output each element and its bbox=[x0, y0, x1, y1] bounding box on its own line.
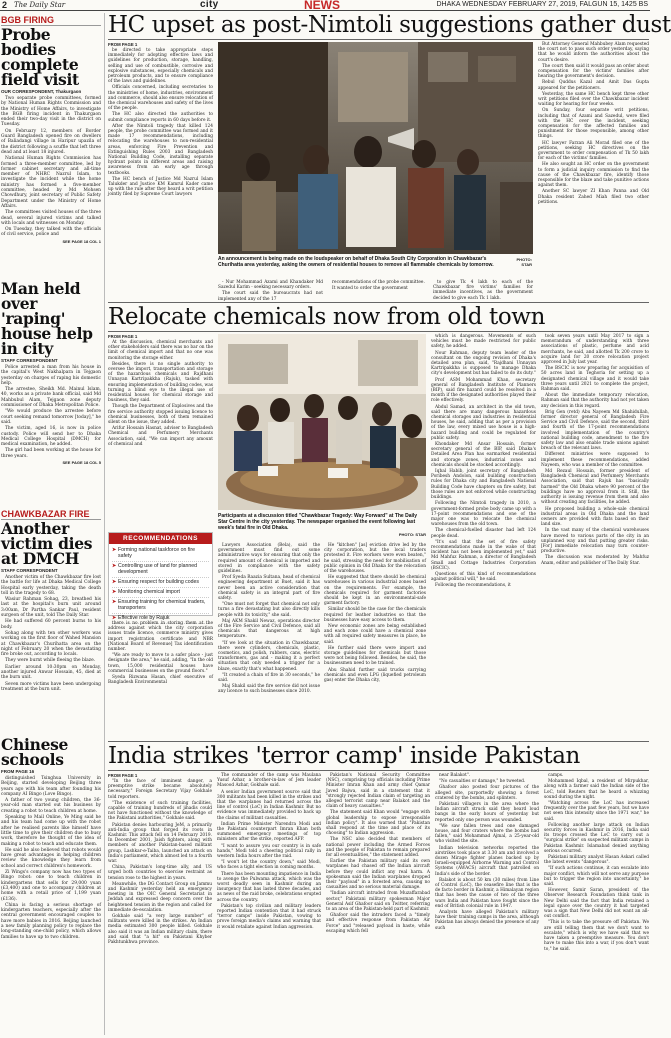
paragraph: The HC bench of Justice Md Nazrul Islam Talukder and Justice KM Kamrul Kader came up with the rule after they heard a writ petition jointly filed by Supreme Court lawyers bbox=[108, 176, 213, 198]
paragraph: A father of two young children, the 36-year-old man started out his business by creating a robot to teach children at home. bbox=[1, 798, 101, 814]
paragraph: Rebul Quddus Kazal and Amit Das Gupta appeared for the petitioners. bbox=[538, 80, 649, 91]
paragraph: He "kitchen" [as] eviction drive led by the city corporation, but the local traders protested it. Fire workers were even beaten," he said, stressing the need for mobilisation of public opinion in Old Dhaka for the relocation of the warehouses. bbox=[324, 543, 426, 575]
text-column bbox=[108, 621, 213, 739]
list-item bbox=[112, 562, 209, 578]
story-headline: Chinese schools bbox=[1, 735, 69, 769]
story-tag: BGB FIRING bbox=[1, 15, 101, 26]
paragraph: He proposed building a whole-sale chemical industrial areas in Old Dhaka and the land owners are provided with flats based on their land size. bbox=[541, 506, 649, 528]
section-city: city bbox=[200, 0, 219, 10]
story-headline: Another victim dies at DMCH bbox=[1, 519, 93, 568]
paragraph: Another victim of the Chawkbazar fire lost the battle for life at Dhaka Medical College Hospital early yesterday, taking the death toll in the tragedy to 68. bbox=[1, 575, 101, 596]
paragraph: The arrestee, Sheikh Md. Mainul Islam, 40, works as a private bank official, said Md Mahbubul Alam, Tejgaon zone deputy commissioner of Dhaka Metropolitan Police. bbox=[1, 387, 101, 409]
story-headline: Man held over 'raping' house help in city bbox=[1, 279, 93, 358]
paragraph: "I want to assure you our country is in safe hands," Modi told a cheering political rally in western India hours after the raid. bbox=[217, 843, 321, 860]
paragraph: Wasiur Rahman Sohag, 23, breathed his last at the hospital's burn unit around 3:00am, Dr Partha Sankar Paul, resident surgeon of the unit, told The Daily Star. bbox=[1, 597, 101, 619]
paragraph: Speaking to Mail Online, Ye Ming said he and his team had come up with the robot after he realised parents like himself have little time to give their children due to busy work, therefore he thought of the idea of making a robot to teach and educate them. bbox=[1, 815, 101, 847]
photo-loudspeaker bbox=[218, 42, 533, 254]
paragraph: "It's sad that the set of fire safety recommendations made in the wake of that incident has not been implemented yet," said Md Mahfuz Rahman, a director of Bangladesh Small and Cottage Industries Corporation (BSCIC). bbox=[431, 539, 536, 571]
paragraph: He suggested that there should be chemical warehouses in various industrial zones based on the requirements. For example, the chemicals required for garment factories should be kept in an environmental-safe garment factory. bbox=[324, 575, 426, 607]
paragraph: Analysts have alleged Pakistan's military have their training camps in the area, although Pakistan has always denied the presence of any such bbox=[435, 910, 539, 931]
paragraph: Following the Nimtoli tragedy in 2010, a government-formed probe body came up with a 17-point recommendations and one of the major one was to relocate the chemical warehouses from the old town. bbox=[431, 501, 536, 528]
paragraph: Similar should be the case for the chemicals required for leather industries so that the businesses have easy access to them. bbox=[324, 607, 426, 623]
paragraph: He said he also believed that robots would have great advantages in helping children review the knowledge they learn from school and correct children's homework. bbox=[1, 847, 101, 869]
paragraph: The victim, aged 16, is now in police custody. Police will send her to Dhaka Medical College Hospital (DMCH) for medical examination, he added. bbox=[1, 426, 101, 448]
paragraph: Yesterday, the same HC bench kept three other writ petitions filed over the Chawkbazar incident waiting for hearing for four weeks. bbox=[538, 91, 649, 108]
recommendation-text: Ensuring respect for building codes bbox=[118, 579, 200, 585]
text-column bbox=[435, 773, 539, 1035]
paragraph: took seven years until May 2017 to sign a memorandum of understanding with three associations of plastic, perfume and acid merchants, he said, and allotted Tk 200 crore to acquire land for 20 crore relocation project approved in July last year. bbox=[541, 334, 649, 366]
recommendation-text: Controlling use of land for planned development bbox=[118, 563, 198, 575]
left-story-rape bbox=[1, 281, 101, 491]
paragraph: Maj Shakil said the fire service did not issue any licence to such businesses since 2010. bbox=[218, 684, 320, 695]
paragraph: "No casualties or damage," he tweeted. bbox=[439, 779, 526, 785]
paragraph: Pakistan's National Security Committee (NSC), comprising top officials including Prime Minister Imran Khan and army chief Qamar Javed Bajwa, said in a statement that it "strongly rejected Indian claim of targeting an alleged terrorist camp near Balakot and the claim of heavy casualties." bbox=[326, 773, 430, 810]
text-column bbox=[324, 543, 426, 739]
recommendations-box bbox=[108, 532, 213, 621]
paragraph: Ghafoor said the intruders faced a "timely and effective response from Pakistan Air Force" and "released payload in haste, while escaping which fell bbox=[326, 913, 430, 934]
paragraph: Though the Department of Explosives and the fire service authority stopped issuing licence to chemical businesses, both of them remained silent on the issue, they added. bbox=[108, 404, 213, 426]
text-column bbox=[108, 334, 213, 530]
photo-image bbox=[218, 42, 533, 254]
paragraph: "This is to take the pressure off Pakistan. We are still telling them that we don't want to escalate," which is why we have said that we have taken a preemptive measure. You don't have to make this into a war, if you don't want to," he said. bbox=[544, 920, 649, 952]
text-column bbox=[433, 280, 533, 301]
paragraph: The court then said it would pass an order about compensation for the victims' families after hearing the government's decision. bbox=[538, 63, 649, 80]
arrow-icon: ➤ bbox=[112, 599, 117, 605]
arrow-icon: ➤ bbox=[112, 615, 117, 621]
column-divider bbox=[104, 13, 105, 1035]
paragraph: distinguished Tsinghua University in Beijing, started developing Beijing three years ago with his team after founding his company AI Bingo (Love Bingo). bbox=[1, 776, 101, 797]
paragraph: He further said there were import and storage guidelines for chemicals but those were not being followed. Besides, he said, the businessmen need to be trained. bbox=[324, 645, 426, 667]
paragraph: Pakistani villagers in the area where the Indian aircraft struck said they heard loud bangs in the early hours of yesterday but reported only one person was wounded. bbox=[435, 802, 539, 823]
paragraph: there is no problem in storing them at the address against which the city corporation issues trade licence, commerce ministry gives import registration certificate and NBR [National Board of Revenue] Tax identification number. bbox=[108, 621, 213, 653]
paragraph: Following another large attack on Indian security forces in Kashmir in 2016, India said its troops crossed the LoC to carry out a "surgical strike" on suspected militant camps in Pakistan Kashmir. Islamabad denied anything serious occurred. bbox=[544, 822, 649, 854]
byline: STAFF CORRESPONDENT bbox=[1, 568, 58, 573]
story-relocate-chemicals bbox=[108, 302, 649, 739]
story-india-strikes bbox=[108, 741, 649, 1035]
paragraph: But Attorney General Mahbubey Alam requested the court not to pass such order yesterday, saying that he would inform the authorities about the court's desire. bbox=[538, 42, 649, 63]
paragraph: Indian television networks reported the airstrikes took place at 3.30 am and involved a dozen Mirage fighter planes backed up by Israeli-equipped Airborne Warning and Control Systems (AWACS) aircraft that patrolled on India's side of the border. bbox=[435, 845, 539, 877]
paragraph: The court said the bureaucrats had not implemented any of the 17 bbox=[218, 291, 323, 302]
recommendations-title: RECOMMENDATIONS bbox=[109, 533, 212, 544]
paragraph: Balakot is about 50 km (30 miles) from Line of Control (LoC), the ceasefire line that is the de facto border in Kashmir, a Himalayan region that has been the cause of two of the three wars India and Pakistan have fought since the end of British colonial rule in 1947. bbox=[435, 877, 539, 909]
paragraph: He had suffered 60 percent burns to his body. bbox=[1, 619, 101, 630]
paragraph: "Indian aircraft intruded from Muzaffarabad sector," Pakistani military spokesman Major General Asif Ghafoor said on Twitter, referring to an area of the Pakistan-held part of Kashmir. bbox=[326, 891, 430, 913]
paragraph: On Tuesday, they talked with the officials of civil service, police and bbox=[1, 227, 101, 238]
list-item bbox=[112, 588, 209, 598]
paragraph: "In the face of imminent danger, a preemptive strike became absolutely necessary," Foreign Secretary Vijay Gokhale told reporters. bbox=[108, 779, 212, 800]
paragraph: Brig Gen (retd) Abu Nayeem Md Shahidullah, former director general of Bangladesh Fire Service and Civil Defence, said the second, third and fourth of the 17-point recommendations involved implementation of the country's national building code, amendment to the fire safety law and also enable trade unions against breach of the relevant laws. bbox=[541, 409, 649, 452]
paragraph: Iqbal Habib, joint secretary of Bangladesh Poribesh Andolon, said building construction rules for Dhaka city and Bangladesh National Building Code have chapters on fire safety, but those rules are not enforced while constructing buildings. bbox=[431, 469, 536, 501]
photo-credit: PHOTO: STAR bbox=[516, 257, 532, 267]
paragraph: Questions of this kind of recommendations against political will," he said. bbox=[431, 571, 536, 583]
paragraph: The chemical-fuelled disaster had left 124 people dead. bbox=[431, 528, 536, 539]
paragraph: camps. bbox=[548, 773, 564, 778]
rule bbox=[108, 39, 649, 40]
paragraph: "We are ready to move to a safer place - just designate the area," he said, adding, "In the old town, 15,000 residential houses have commercial businesses on the ground floors." bbox=[108, 653, 213, 674]
paragraph: New economic zones are being established and each zone could have a chemical zone with all required safety measures in place, he said. bbox=[324, 624, 426, 645]
paragraph: - Nur Mohammad Azami and Khandaker Md Sazedul Karim - seeking necessary orders. bbox=[218, 280, 323, 291]
rule bbox=[108, 770, 649, 771]
paragraph: The committees visited houses of the three dead, several injured victims and talked with locals and witnesses on Monday. bbox=[1, 210, 102, 226]
byline: STAFF CORRESPONDENT bbox=[1, 358, 58, 363]
byline: FROM PAGE 16 bbox=[1, 769, 35, 774]
list-item bbox=[112, 578, 209, 588]
paragraph: Abdul Samad, an architect in the old town, said there are many dangerous hazardous chemical storages and industries in residential houses, he said, adding that as per a provision of the law, every mixed use house is a high-hazard building and could be regulated for public safety. bbox=[431, 404, 536, 441]
jump-line[interactable]: SEE PAGE 18 COL 5 bbox=[62, 460, 101, 466]
paragraph: Different ministries were supposed to implement these recommendations, added Nayeem, who was a member of the committee. bbox=[541, 452, 649, 468]
masthead-strip bbox=[0, 0, 650, 11]
paragraph: The discussion was moderated by Mahfuz Anam, editor and publisher of The Daily Star. bbox=[541, 555, 649, 566]
photo-discussion bbox=[218, 334, 426, 510]
byline: OUR CORRESPONDENT, Thakurgaon bbox=[1, 89, 82, 94]
paragraph: Earlier the Pakistan military said its own warplanes had chased off the Indian aircraft before they could inflict any real harm. A spokesman said the Indian warplanes dropped their "payload" in a forested area, causing no casualties and no serious material damage. bbox=[326, 859, 430, 891]
rule bbox=[108, 331, 649, 332]
text-column bbox=[108, 773, 212, 1035]
jump-dateline: FROM PAGE 1 bbox=[108, 42, 138, 47]
section-news: NEWS bbox=[304, 0, 340, 12]
paragraph: Arifur Hossain Hasnat, adviser to Bangladesh Chemical and Perfumery Merchants Association, said, "We can import any amount of chemical and bbox=[108, 426, 213, 447]
paragraph: Police arrested a man from his house in the capital's West Nakhalpara in Tejgaon yesterday on charges of raping his domestic help. bbox=[1, 365, 101, 386]
paragraph: Seven more victims have been undergoing treatment at the burn unit. bbox=[1, 681, 101, 692]
paragraph: Md Rezaul Hossain, former president of Bangladesh Chemical and Perfumery Merchants Association, said that Rajuk has "basically harmed" the Old Dhaka where 90 percent of the buildings have no approval from it. Still, the authority is issuing revenue from them and also without creating any facilities, he added. bbox=[541, 469, 649, 506]
paragraph: Pakistani military analyst Hasan Askari called the latest events "dangerous". bbox=[544, 855, 649, 866]
paragraph: Abu Shahid further said trucks carrying chemicals and even LPG (liquefied petroleum gas) enter the Dhaka city, bbox=[324, 667, 426, 684]
paragraph: Nour Rahman, deputy team leader of the consultant on the ongoing revision of Dhaka's detailed area plan, said, "Rajdhani Unnayan Kartripakkha is supposed to manage Dhaka city's development but has failed to do its duty." bbox=[431, 350, 536, 377]
paragraph: Gokhale said "a very large number" of militants were killed in the strikes. An Indian media estimated 300 people killed. Gokhale also said it was an Indian military claim, there and said that "a hit" on Pakistani Khyber Pakhtunkhwa province. bbox=[108, 914, 212, 946]
paragraph: HC lawyer Farzan Ali Morad filed one of the petitions, seeking HC directives on the government to order compensation of Tk 50 lakh for each of the victims' families. bbox=[538, 140, 649, 162]
paragraph: be directed to take appropriate steps immediately for adopting effective laws and guidelines for production, storage, handling, selling and use of combustible, corrosive and explosive substances, especially chemicals and petroleum products, and to ensure compliance of the laws and guidelines. bbox=[108, 48, 213, 85]
recommendations-list bbox=[109, 544, 212, 626]
left-story-bgb bbox=[1, 15, 101, 263]
paragraph: Pakistan denies harbouring JeM, a primarily anti-India group that forged its roots in Kashmir. This attack fell on 14 February 2019. In December 2001, Jaish fighters, along with members of another Pakistan-based militant group, Lashkar-e-Taiba, launched an attack on India's parliament, which almost led to a fourth war. bbox=[108, 822, 212, 865]
paragraph: "Watching across the LoC has increased frequently over the past few years, but we have not seen this intensity since the 1971 war," he said. bbox=[544, 801, 649, 822]
paragraph: "If we look at the situation in Chawkbazar, there were cylinders, chemicals, plastic, cosmetics, and polish, rubbers, cans, electric transformers, gas and - making it a perfect situation that only needed a trigger for a blaze, exactly that's what happened. bbox=[218, 640, 320, 672]
left-story-chinese-schools bbox=[1, 737, 101, 1035]
paragraph: Prof Syeda Raazia Sultana, head of chemical engineering department at Buet, said it has never been an active consideration that chemical safety is an integral part of fire safety. bbox=[218, 575, 320, 602]
paragraph: The BSCIC is now preparing for acquisition of 50 acres land in Teghoria for setting up a designated chemical village and it would take three years until 2021 to complete the project, Rahman said. bbox=[541, 366, 649, 393]
paragraph: Two separate probe committees, formed by National Human Rights Commission and the Ministry of Home Affairs, to investigate the BGB firing incident in Thakurgaon ended their two-day visit in the district on Tuesday. bbox=[1, 96, 101, 128]
photo-caption: Participants at a discussion titled "Chawkbazar Tragedy: Way Forward" at The Daily Star Centre in the city yesterday. The newspaper organised the event following last week's fatal fire in Old Dhaka. bbox=[218, 513, 418, 532]
recommendation-text: Monitoring chemical import bbox=[118, 589, 180, 595]
paragraph: "I won't let the country down," said Modi, who faces a tight election in coming months. bbox=[217, 860, 321, 871]
paragraph: "One must not forget that chemical not only turns a fire devastating but also directly kills people with its toxicity," she said. bbox=[218, 602, 320, 618]
paragraph: Syeda Rizwana Hasan, chief executive of Bangladesh Environmental bbox=[108, 675, 213, 686]
arrow-icon: ➤ bbox=[112, 547, 117, 553]
story-headline: Probe bodies complete field visit bbox=[1, 25, 79, 89]
photo-caption: An announcement is being made on the loudspeaker on behalf of Dhaka South City Corporation in Chawkbazar's Churihatta area yesterday, asking the owners of residential houses to remove all flammable chemicals by tomorrow. bbox=[218, 256, 494, 269]
paragraph: China, Pakistan's long-time ally, and US urged both countries to exercise restraint as tension rose to the highest in years. bbox=[108, 865, 212, 881]
text-column bbox=[217, 773, 321, 1035]
paragraph: On Sunday, four separate writ petitions, including that of Azami and Sazedul, were filed with the HC over the incident, seeking compensation for the affected families and punishment for those responsible, among other things. bbox=[538, 108, 649, 140]
paragraph: "If such actions continue, it can escalate into major conflict, which will not serve any purpose but to trigger the region into uncertainty," he said. bbox=[544, 866, 649, 888]
paragraph: However, Samir Saran, president of the Observer Research Foundation think tank in New Delhi said the fact that India retained a legal space over the country it had targeted was a sign that New Delhi did not want an all-out conflict. bbox=[544, 888, 649, 920]
paragraph: The commander of the camp was Maulana Yusuf Azhar, a brother-in-law of Jem leader Masood Azhar, Gokhale said. bbox=[217, 773, 321, 789]
paragraph: In the vast many of the chemical warehouses have moved to various parts of the city in an unplanned way and that putting greater risks. [For] immediate relocation may turn counter-productive. bbox=[541, 528, 649, 555]
paragraph: China is facing a serious shortage of kindergarten teachers, especially after the central government encouraged couples to have more babies in 2016. Beijing launched a new family planning policy to replace the long-standing one-child policy, which allows families to have up to two children. bbox=[1, 902, 101, 940]
paragraph: The girl had been working at the house for three years. bbox=[1, 448, 101, 459]
paragraph: to give Tk 4 lakh to each of the Chawkbazar fire victims' families for immediate incentives, as the government decided to give each Tk 1 lakh. bbox=[433, 280, 533, 301]
paragraph: After the Nimtoli tragedy that killed 124 people, the probe committee was formed and it made 17 recommendations, including relocating the warehouses to non-residential areas, enforcing Fire Prevention and Extinguishing Rules 2003 and Bangladesh National Building Code, installing separate hydrant points in different areas and raising awareness from an early age through textbooks. bbox=[108, 123, 213, 176]
paragraph: National Human Rights Commission has formed a three-member committee, led by former cabinet secretary and all-time member of NHRC Nazrul Islam, to investigate the incident while the home ministry has formed a five-member committee, headed by Md Mohsen Chowdhury, joint secretary of Public Safety Department under the Ministry of Home Affairs. bbox=[1, 156, 101, 209]
paragraph: Zi Wings's company now has two types of Bingo robot: one to teach children in kindergartens that sells for 29,000 yuan (£3,400) and one to accompany children at home with a retail price of 1,199 yuan (£136). bbox=[1, 870, 101, 902]
text-column bbox=[326, 773, 430, 1035]
left-column bbox=[0, 13, 102, 1035]
arrow-icon: ➤ bbox=[112, 589, 117, 595]
story-tag: CHAWKBAZAR FIRE bbox=[1, 509, 101, 520]
arrow-icon: ➤ bbox=[112, 563, 117, 569]
story-headline: India strikes 'terror camp' inside Pakistan bbox=[108, 743, 580, 769]
arrow-icon: ➤ bbox=[112, 579, 117, 585]
paragraph: A senior Indian government source said that 300 militants had been killed in the strikes and that the warplanes had returned across the line of control (LoC) in Indian Kashmir. But no evidence was immediately provided to back up the claims of militant casualties. bbox=[217, 789, 321, 821]
paragraph: which is dangerous. Movements of such vehicles must be made restricted for public safety, he added. bbox=[431, 334, 536, 350]
paragraph: At the discussion, chemical merchants and other stakeholders said there was no bar on the limit of chemical import and that no one was monitoring the storage either. bbox=[108, 340, 213, 361]
photo-credit: PHOTO: STAR bbox=[398, 532, 426, 537]
paragraph: Indian Prime Minister Narendra Modi and the Pakistani counterpart Imran Khan both summoned emergency meetings of top ministers after the strike, reported AFP. bbox=[217, 821, 321, 843]
paragraph: It wanted to order the government bbox=[332, 286, 408, 292]
recommendation-text: Effective role by Rajuk bbox=[118, 615, 170, 621]
paragraph: Officials concerned, including secretaries to the ministries of home, industries, environment and commerce, should also ensure relocation of the chemical warehouses and safety of the lives of the people. bbox=[108, 85, 213, 112]
jump-line[interactable]: SEE PAGE 18 COL 1 bbox=[62, 238, 101, 244]
paragraph: Earlier around 10:30pm on Monday, another injured Anwar Hossain, 45, died at the burn unit. bbox=[1, 664, 101, 681]
text-column bbox=[544, 773, 649, 1035]
story-headline: HC upset as post-Nimtoli suggestions gather dust bbox=[108, 12, 671, 38]
text-column bbox=[328, 280, 428, 298]
paragraph: About the immediate temporary relocation, Rahman said that the authority had not yet taken any decision in this regard. bbox=[541, 393, 649, 409]
paragraph: Lawyers Association (Bela), said the government must find out some administrative ways for ensuring that only the required amount of chemical is imported and stored in compliance with the safety guidelines. bbox=[218, 543, 320, 575]
paragraph: "We saw fallen trees and one damaged house, and four craters where the bombs had fallen," said Mohammad Ajmal, a 25-year-old who visited the site. bbox=[435, 823, 539, 845]
paragraph: Maj AKM Shakil Newaz, operations director of the Fire Service and Civil Defence, said all chemicals that dangerous at high temperature. bbox=[218, 618, 320, 640]
recommendation-text: Ensuring training for chemical traders, transporters bbox=[118, 599, 206, 611]
photo-image bbox=[218, 334, 426, 510]
story-hc-upset bbox=[108, 12, 671, 302]
text-column bbox=[108, 42, 213, 296]
text-column bbox=[431, 334, 536, 739]
paragraph: "It created a chain of fire in 30 seconds," he said. bbox=[218, 672, 320, 684]
paragraph: Mohammed Iqbal, a resident of Mirpukhar, along with a farmer said the Indian side of the LoC, told Reuters that he heard a whizzing sound during the night. bbox=[544, 779, 649, 800]
paragraph: He also sought an HC order on the government to form a judicial inquiry commission to find the cause of the Chawkbazar fire, identify those responsible for the blaze and take punitive actions against them. bbox=[538, 162, 649, 189]
paragraph: Following the recommendations, it bbox=[435, 583, 511, 589]
paragraph: near Balakot". bbox=[439, 773, 471, 778]
paragraph: Meanwhile, the DG Contact Group on Jammu and Kashmir yesterday held an emergency meeting in the OIC General Secretariat in Jeddah and expressed deep concern over the heightened tension in the region and called for immediate de-escalation. bbox=[108, 881, 212, 913]
recommendation-text: Forming national taskforce on fire safety bbox=[118, 547, 195, 559]
paragraph: Besides, there is no single authority to oversee the import, transportation and storage of the hazardous chemicals and Rajdhani Unnayan Kartripakkha (Rajuk), tasked with ensuring implementation of building codes, was turning a blind eye to the illegal use of residential houses for chemical storage and business, they said. bbox=[108, 361, 213, 404]
list-item bbox=[112, 598, 209, 614]
story-headline: Relocate chemicals now from old town bbox=[108, 304, 545, 330]
paragraph: There has been mounting impatience in India to avenge the Pulwama attack, which was the worst deadly seen in Kashmir during an insurgency that has lasted three decades, and as news of the raid broke, celebrations erupted across the country. bbox=[217, 871, 321, 903]
list-item bbox=[112, 546, 209, 562]
paragraph: The statement said Khan would "engage with global leadership to expose irresponsible Indian policy". It also warned that "Pakistan shall respond at the time and place of its choosing" to Indian aggression. bbox=[326, 810, 430, 837]
left-story-chawkbazar bbox=[1, 509, 101, 727]
text-column bbox=[541, 334, 649, 739]
text-column bbox=[218, 280, 323, 302]
paragraph: Ghafoor also posted four pictures of the alleged site, purportedly showing a forest cratered by the bombs, and splinters. bbox=[435, 785, 539, 801]
text-column bbox=[538, 42, 649, 296]
paragraph: The NSC also decided that members of national power including the Armed Forces and the people of Pakistan to remain prepared for all eventualities," the statement added. bbox=[326, 837, 430, 859]
paragraph: Sohag along with ten other workers was working on the first floor of Wahed Mansion at Chawkbazar's Churihatta area on the night of February 20 when the devastating fire broke out, according to locals. bbox=[1, 630, 101, 658]
paragraph: Pakistan's top civilian and military leaders reported Indian contention that it had struck "terror camps" inside Pakistan, vowing to prove foreign media's claims and warning that it would retaliate against Indian aggression. bbox=[217, 903, 321, 930]
paragraph: Khondaker Md Ansar Hossain, former secretary general of the BIP, said Dhaka's Detailed Area Plan has earmarked residential and storage zones, industrial zones and chemicals should be stocked accordingly. bbox=[431, 442, 536, 468]
paragraph: recommendations of the probe committee. bbox=[332, 280, 425, 285]
dateline: DHAKA WEDNESDAY FEBRUARY 27, 2019, FALGUN 15, 1425 BS bbox=[436, 1, 648, 8]
paper-name: The Daily Star bbox=[14, 1, 66, 9]
jump-dateline: FROM PAGE 1 bbox=[108, 334, 138, 339]
paragraph: On February 12, members of Border Guard Bangladesh opened fire on dwellers of Baliadangi village in Haripur upazila of the district following a scuffle that left three dead and at least 18 injured. bbox=[1, 128, 101, 155]
paragraph: "We would produce the arrestee before court seeking remand tomorrow [today]," he said. bbox=[1, 409, 101, 425]
text-column bbox=[218, 543, 320, 739]
paragraph: "The existence of such training facilities, capable of training hundreds of jihadis could not have functioned without the knowledge of the Pakistani authorities," Gokhale said. bbox=[108, 800, 212, 822]
page-number: 2 bbox=[2, 0, 8, 10]
jump-dateline: FROM PAGE 1 bbox=[108, 773, 138, 778]
paragraph: The HC also directed the authorities to submit compliance reports in 60 days before it. bbox=[108, 112, 213, 123]
paragraph: They were burnt while fleeing the blaze. bbox=[5, 658, 96, 664]
paragraph: Prof ASM Mohammad Khan, secretary general of Bangladesh Institute of Planners (BIP), said fire hazard could be resolved in a month if the designated authorities played their role effectively. bbox=[431, 377, 536, 404]
paragraph: Another SC lawyer ZI Khan Panna and Old Dhaka resident Zahed Miah filed two other petitions. bbox=[538, 189, 649, 205]
